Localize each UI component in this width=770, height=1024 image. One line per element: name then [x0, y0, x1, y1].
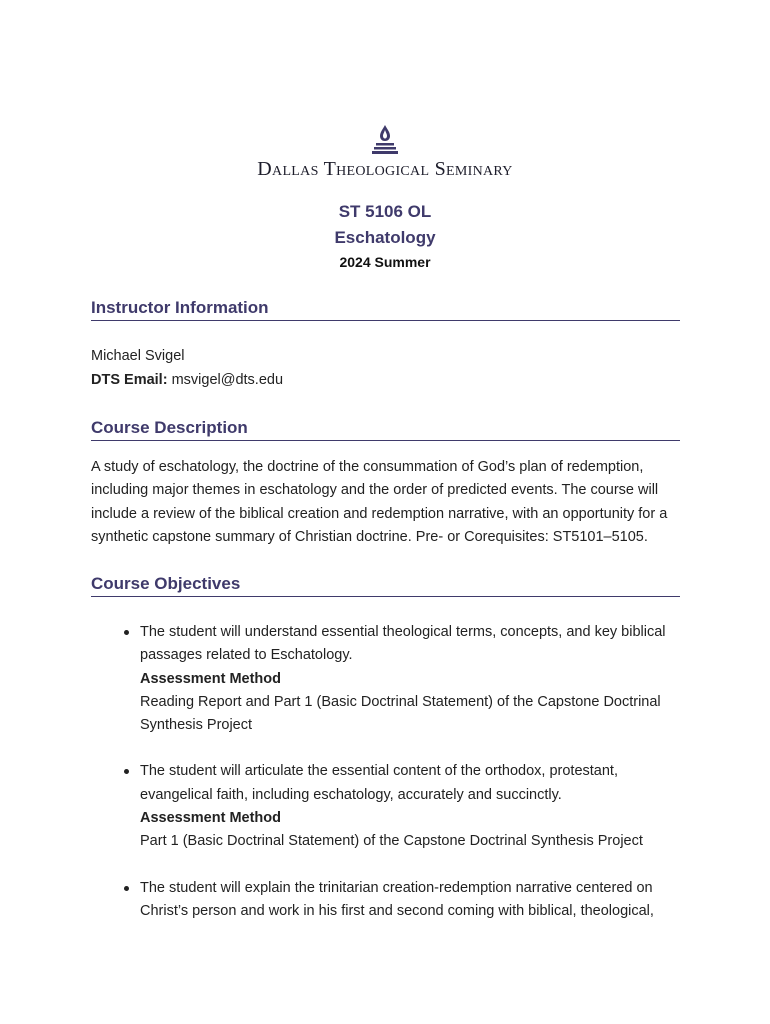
seminary-name: Dallas Theological Seminary — [257, 158, 513, 180]
description-heading: Course Description — [91, 418, 680, 441]
objectives-list — [140, 621, 685, 946]
assessment-method: Part 1 (Basic Doctrinal Statement) of the Capstone Doctrinal Synthesis Project — [140, 833, 643, 850]
instructor-email[interactable]: msvigel@dts.edu — [171, 372, 284, 388]
course-term: 2024 Summer — [339, 254, 431, 270]
email-label: DTS Email: — [91, 372, 168, 388]
course-code: ST 5106 OL — [338, 202, 432, 221]
instructor-name: Michael Svigel — [91, 348, 185, 364]
assessment-label: Assessment Method — [140, 810, 282, 827]
assessment-label: Assessment Method — [140, 670, 282, 687]
objective-item — [140, 621, 685, 737]
instructor-email-row — [91, 372, 283, 388]
course-description: A study of eschatology, the doctrine of the consummation of God’s plan of redemption, including major themes in eschatology and the order of predicted events. The course will include a review of the biblical creation and redemption narrative, with an opportunity for a synthetic capstone summary of Christian doctrine. Pre- or Corequisites: ST5101–5105. — [91, 459, 668, 545]
objectives-heading: Course Objectives — [91, 574, 680, 597]
instructor-heading: Instructor Information — [91, 298, 680, 321]
objective-text: The student will explain the trinitarian creation-redemption narrative centered on Christ’s person and work in his first and second coming with biblical, theological, — [140, 879, 654, 919]
objective-item — [140, 760, 685, 853]
assessment-method: Reading Report and Part 1 (Basic Doctrinal Statement) of the Capstone Doctrinal Synthesis Project — [140, 693, 661, 734]
objective-item — [140, 877, 685, 924]
seminary-emblem-icon — [371, 124, 399, 156]
course-title: Eschatology — [334, 228, 436, 247]
objective-text: The student will articulate the essential content of the orthodox, protestant, evangelical faith, including eschatology, accurately and succinctly. — [140, 763, 618, 803]
objective-text: The student will understand essential theological terms, concepts, and key biblical passages related to Eschatology. — [140, 624, 666, 664]
